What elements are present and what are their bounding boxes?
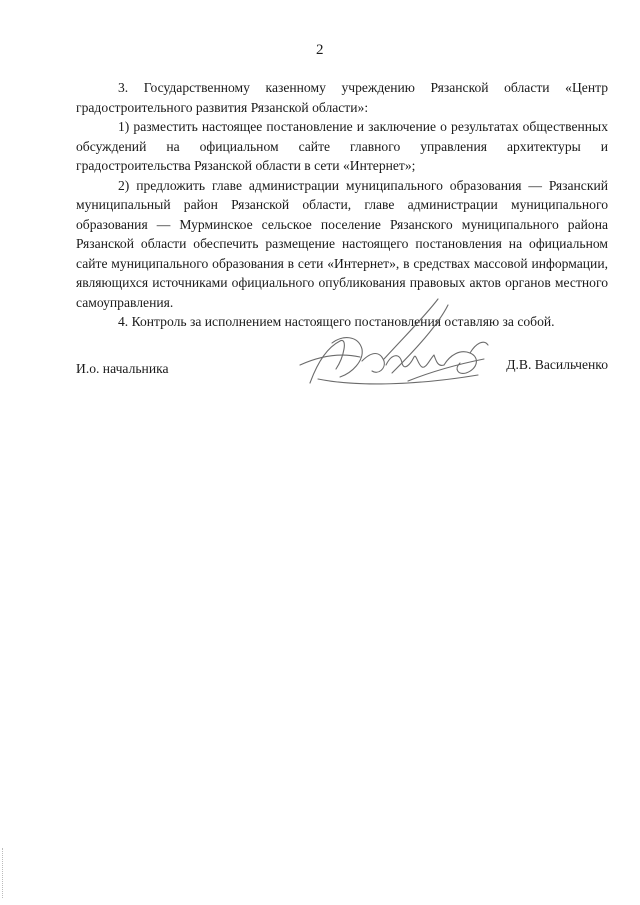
document-body	[76, 78, 608, 332]
handwritten-signature	[288, 295, 498, 395]
page-number: 2	[316, 42, 324, 58]
paragraph-item-4: 4. Контроль за исполнением настоящего постановления оставляю за собой.	[118, 314, 555, 329]
paragraph-subitem-1: 1) разместить настоящее постановление и заключение о результатах общественных обсуждений на официальном сайте главного управления архитектуры и градостроительства Рязанской области в сети «Интернет»;	[76, 119, 608, 173]
paragraph-item-3: 3. Государственному казенному учреждению Рязанской области «Центр градостроительного развития Рязанской области»:	[76, 80, 608, 115]
paragraph-subitem-2: 2) предложить главе администрации муниципального образования — Рязанский муниципальный район Рязанской области, главе администрации муниципального образования — Мурминское сельское поселение Рязанского муниципального района Рязанской области обеспечить размещение настоящего постановления на официальном сайте муниципального образования в сети «Интернет», в средствах массовой информации, являющихся источниками официального опубликования правовых актов органов местного самоуправления.	[76, 177, 608, 310]
scan-edge-mark	[2, 848, 6, 898]
signatory-name: Д.В. Васильченко	[506, 357, 608, 372]
signatory-title: И.о. начальника	[76, 361, 169, 376]
signature-block	[76, 355, 608, 395]
